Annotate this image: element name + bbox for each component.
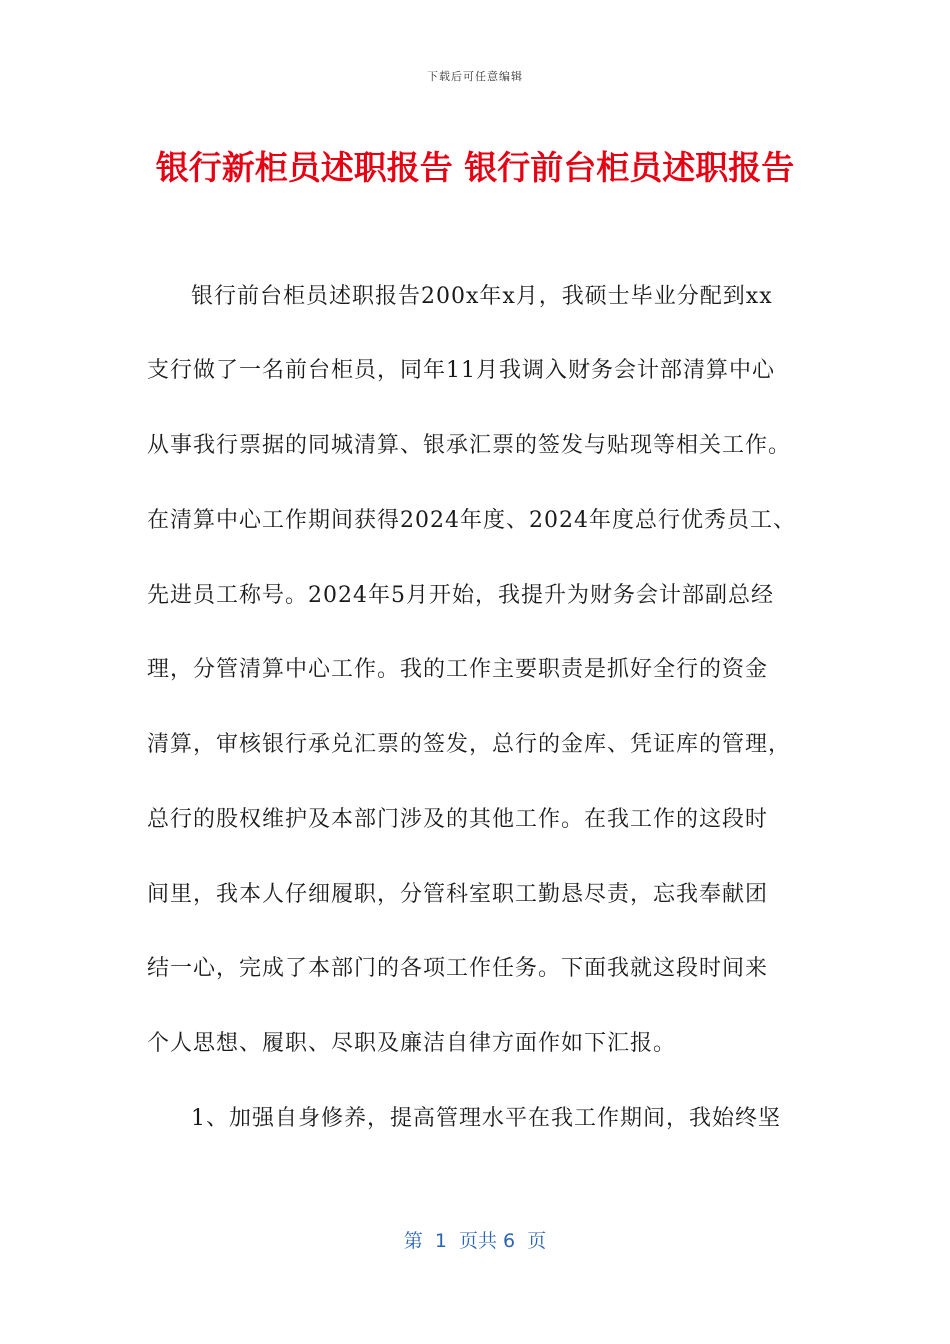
paragraph-line: 个人思想、履职、尽职及廉洁自律方面作如下汇报。: [147, 1031, 677, 1056]
paragraph-line: 银行前台柜员述职报告200x年x月，我硕士毕业分配到xx: [191, 284, 773, 309]
header-note: 下载后可任意编辑: [427, 70, 523, 83]
paragraph-line: 总行的股权维护及本部门涉及的其他工作。在我工作的这段时: [147, 807, 769, 832]
document-title: 银行新柜员述职报告 银行前台柜员述职报告: [155, 148, 795, 187]
page-footer: 第 1 页共 6 页: [403, 1230, 547, 1252]
paragraph-line: 在清算中心工作期间获得2024年度、2024年度总行优秀员工、: [147, 508, 796, 533]
paragraph-line: 间里，我本人仔细履职，分管科室职工勤恳尽责，忘我奉献团: [147, 882, 769, 907]
paragraph-line: 清算，审核银行承兑汇票的签发，总行的金库、凭证库的管理，: [147, 732, 792, 757]
paragraph-line: 先进员工称号。2024年5月开始，我提升为财务会计部副总经: [147, 583, 774, 608]
paragraph-line: 理，分管清算中心工作。我的工作主要职责是抓好全行的资金: [147, 657, 769, 682]
paragraph-line: 从事我行票据的同城清算、银承汇票的签发与贴现等相关工作。: [147, 433, 792, 458]
paragraph-line: 1、加强自身修养，提高管理水平在我工作期间，我始终坚: [191, 1106, 781, 1131]
paragraph-line: 结一心，完成了本部门的各项工作任务。下面我就这段时间来: [147, 956, 769, 981]
paragraph-line: 支行做了一名前台柜员，同年11月我调入财务会计部清算中心: [147, 358, 775, 383]
